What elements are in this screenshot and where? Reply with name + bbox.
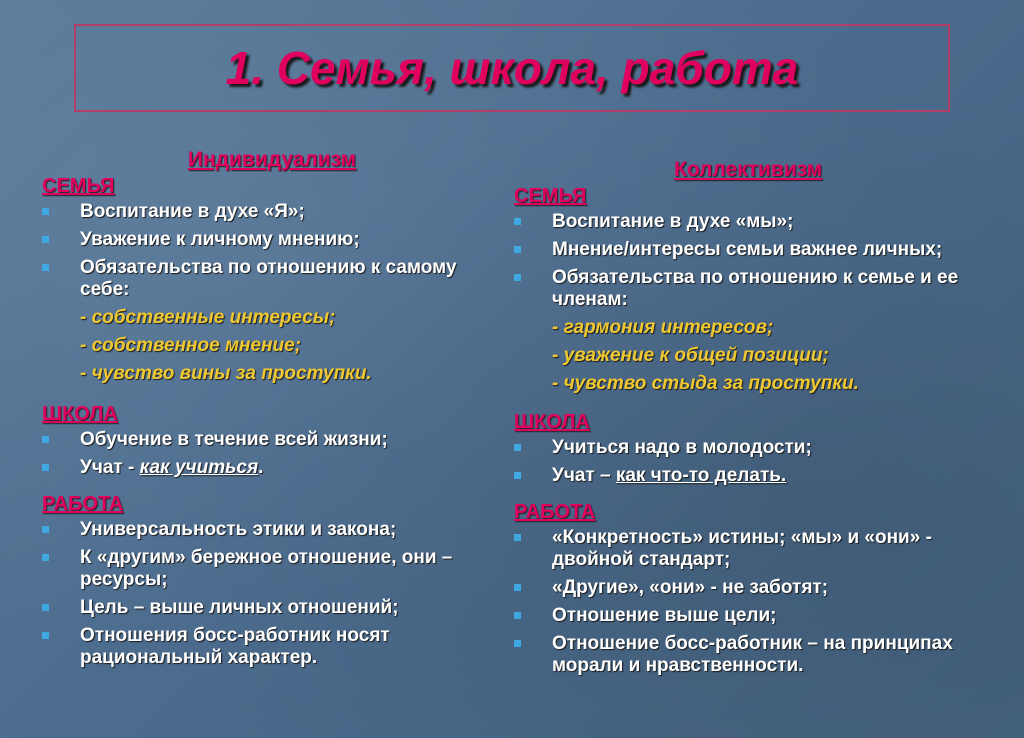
list-item: «Другие», «они» - не заботят; <box>514 577 1014 599</box>
square-bullet-icon <box>514 640 521 647</box>
left-work-list <box>42 519 502 669</box>
right-school-label: ШКОЛА <box>514 411 590 433</box>
individualism-column <box>42 148 502 675</box>
right-family-subitem: - уважение к общей позиции; <box>552 345 829 366</box>
list-item: Отношение выше цели; <box>514 605 1014 627</box>
square-bullet-icon <box>514 274 521 281</box>
list-item: Учат – как что-то делать. <box>514 465 1014 487</box>
list-item: К «другим» бережное отношение, они – ресурсы; <box>42 547 502 591</box>
slide-title: 1. Семья, школа, работа <box>225 42 799 94</box>
list-item: Отношения босс-работник носят рациональный характер. <box>42 625 502 669</box>
right-school-list <box>514 437 1014 487</box>
list-item: Учиться надо в молодости; <box>514 437 1014 459</box>
square-bullet-icon <box>42 632 49 639</box>
list-item: Универсальность этики и закона; <box>42 519 502 541</box>
list-item: Цель – выше личных отношений; <box>42 597 502 619</box>
individualism-heading: Индивидуализм <box>187 148 357 171</box>
square-bullet-icon <box>514 612 521 619</box>
square-bullet-icon <box>514 534 521 541</box>
list-item: Уважение к личному мнению; <box>42 229 502 251</box>
square-bullet-icon <box>42 464 49 471</box>
square-bullet-icon <box>514 472 521 479</box>
right-family-subitem: - чувство стыда за проступки. <box>552 373 859 394</box>
title-frame <box>74 24 950 112</box>
square-bullet-icon <box>42 236 49 243</box>
left-school-list <box>42 429 502 479</box>
square-bullet-icon <box>42 604 49 611</box>
left-family-label: СЕМЬЯ <box>42 175 115 197</box>
square-bullet-icon <box>42 264 49 271</box>
square-bullet-icon <box>514 218 521 225</box>
square-bullet-icon <box>42 436 49 443</box>
list-item: Воспитание в духе «Я»; <box>42 201 502 223</box>
right-family-label: СЕМЬЯ <box>514 185 587 207</box>
right-work-label: РАБОТА <box>514 501 596 523</box>
list-item: Учат - как учиться. <box>42 457 502 479</box>
right-work-list <box>514 527 1014 677</box>
square-bullet-icon <box>42 526 49 533</box>
collectivism-heading: Коллективизм <box>674 158 823 181</box>
left-family-subitem: - чувство вины за проступки. <box>80 363 372 384</box>
left-family-list <box>42 201 502 301</box>
list-item: «Конкретность» истины; «мы» и «они» - двойной стандарт; <box>514 527 1014 571</box>
square-bullet-icon <box>514 444 521 451</box>
square-bullet-icon <box>42 208 49 215</box>
left-family-subitem: - собственные интересы; <box>80 307 336 328</box>
left-school-label: ШКОЛА <box>42 403 118 425</box>
list-item: Обязательства по отношению к самому себе: <box>42 257 502 301</box>
left-family-subitem: - собственное мнение; <box>80 335 302 356</box>
right-family-list <box>514 211 1014 311</box>
square-bullet-icon <box>42 554 49 561</box>
list-item: Воспитание в духе «мы»; <box>514 211 1014 233</box>
list-item: Обучение в течение всей жизни; <box>42 429 502 451</box>
left-work-label: РАБОТА <box>42 493 124 515</box>
square-bullet-icon <box>514 246 521 253</box>
list-item: Отношение босс-работник – на принципах морали и нравственности. <box>514 633 1014 677</box>
list-item: Мнение/интересы семьи важнее личных; <box>514 239 1014 261</box>
square-bullet-icon <box>514 584 521 591</box>
list-item: Обязательства по отношению к семье и ее членам: <box>514 267 1014 311</box>
collectivism-column <box>514 158 1014 683</box>
right-family-subitem: - гармония интересов; <box>552 317 774 338</box>
